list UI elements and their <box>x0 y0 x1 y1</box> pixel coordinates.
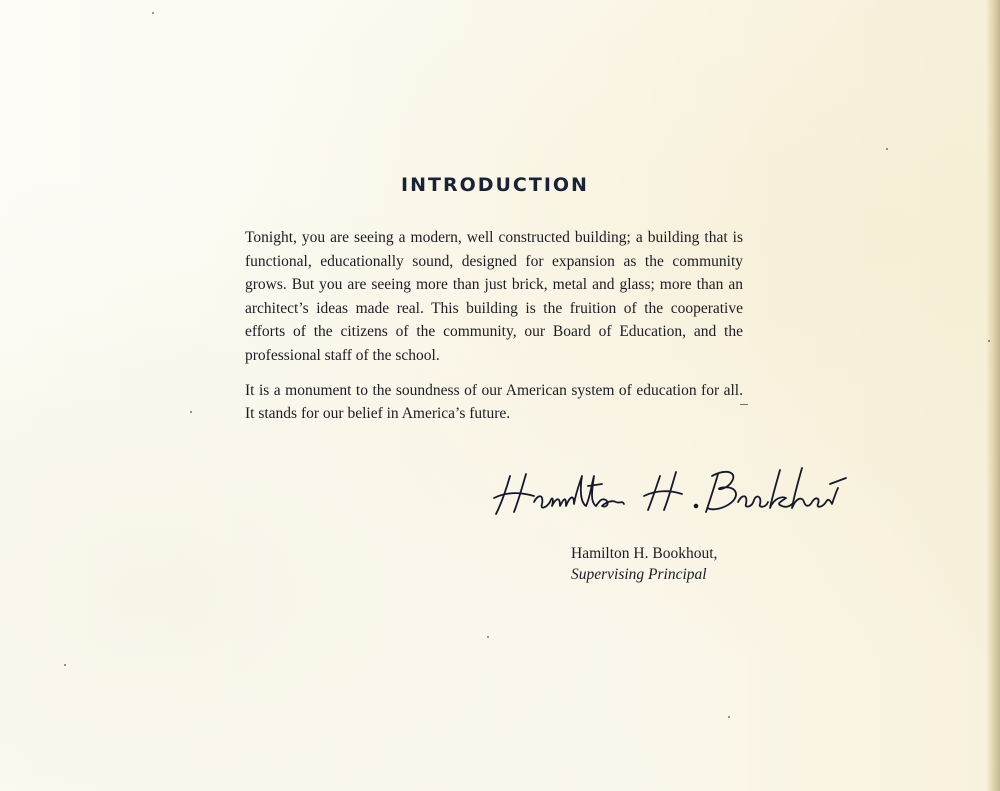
paragraph: Tonight, you are seeing a modern, well constructed building; a building that is functional, educationally sound, designed for expansion as the community grows. But you are seeing more than just brick, metal and glass; more than an architect’s ideas made real. This building is the fruition of the cooperative efforts of the citizens of the community, our Board of Education, and the professional staff of the school. <box>245 229 743 364</box>
paper-speck <box>886 148 888 150</box>
paper-speck <box>728 716 730 718</box>
paragraph: It is a monument to the soundness of our American system of education for all. It stands for our belief in America’s future. <box>245 381 743 423</box>
paper-edge-shadow <box>986 0 1000 791</box>
handwritten-signature <box>490 462 850 524</box>
page-title: INTRODUCTION <box>401 174 589 196</box>
signer-block <box>571 544 811 585</box>
paper-speck <box>152 12 154 14</box>
paper-speck <box>487 636 489 638</box>
paper-speck <box>190 411 192 413</box>
signer-role: Supervising Principal <box>571 565 707 583</box>
introduction-body <box>245 226 743 437</box>
paper-speck <box>988 340 990 342</box>
signer-name: Hamilton H. Bookhout, <box>571 545 718 562</box>
paper-speck <box>64 664 66 666</box>
